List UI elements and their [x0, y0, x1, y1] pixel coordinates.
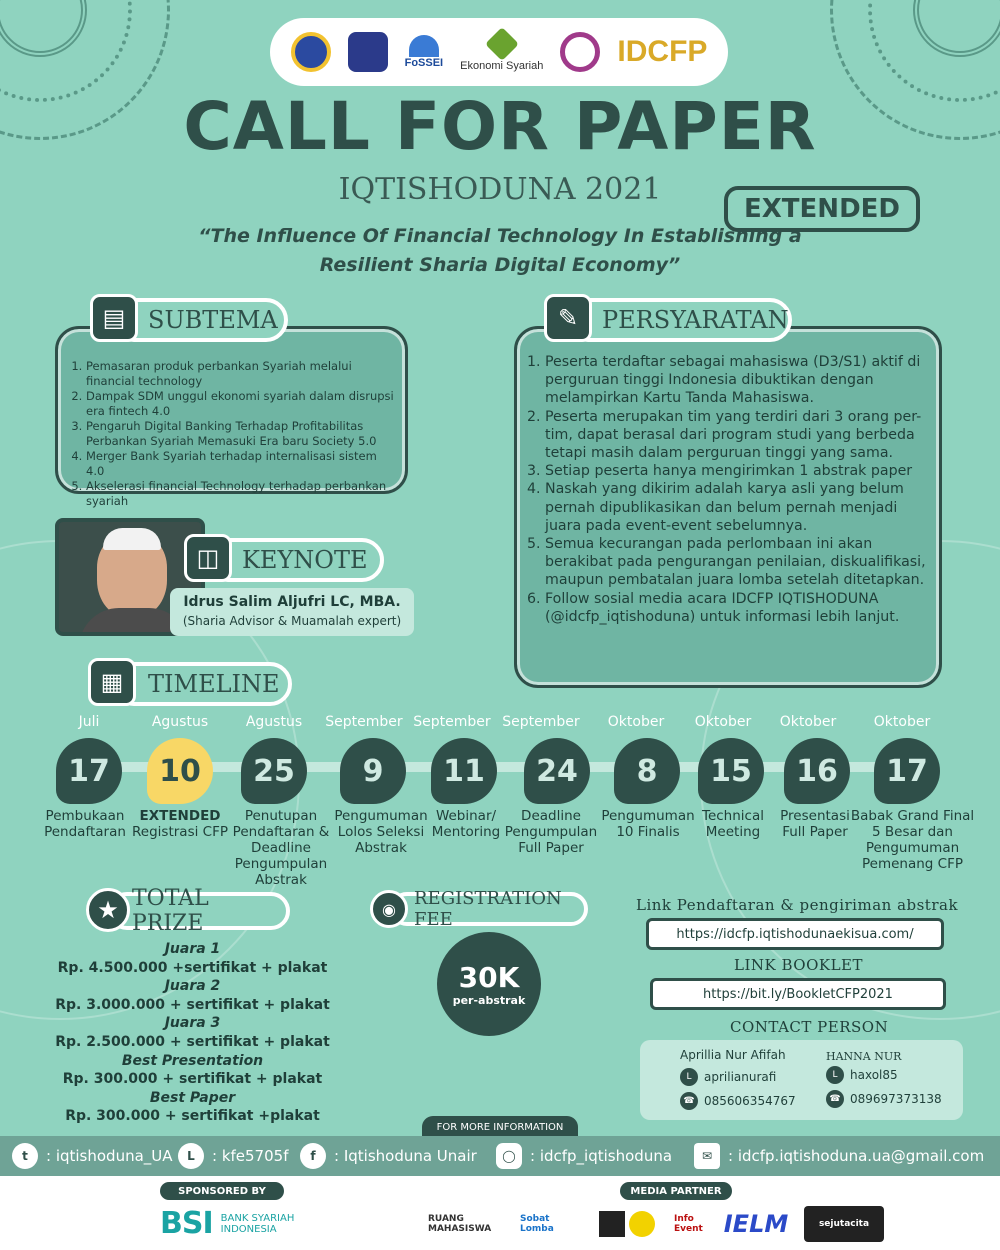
contact-line-id: haxol85: [850, 1068, 898, 1082]
fossei-logo: FoSSEI: [405, 35, 444, 69]
contact-line[interactable]: [680, 1068, 776, 1086]
contact-name: Aprillia Nur Afifah: [680, 1048, 786, 1062]
university-logo: [291, 32, 331, 72]
bsi-name: BANK SYARIAH INDONESIA: [220, 1212, 295, 1235]
timeline-event-label-text: Registrasi CFP: [132, 824, 228, 840]
prize-title: Juara 1: [164, 941, 221, 957]
sponsor-footer: [0, 1176, 1000, 1250]
contact-phone[interactable]: [680, 1092, 796, 1110]
timeline-date: 24: [524, 738, 590, 804]
line-icon: L: [680, 1068, 698, 1086]
keynote-speaker-role: (Sharia Advisor & Muamalah expert): [182, 614, 402, 628]
social-bar: [0, 1136, 1000, 1176]
info-event-logo: Info Event: [674, 1214, 703, 1234]
list-item: 6. Follow sosial media acara IDCFP IQTISHODUNA (@idcfp_iqtishoduna) untuk informasi lebih lanjut.: [545, 590, 931, 626]
timeline-month: Juli: [78, 714, 100, 730]
line-icon: L: [178, 1143, 204, 1169]
sejutacita-logo: [804, 1206, 884, 1242]
contact-phone-number: 085606354767: [704, 1094, 796, 1108]
timeline-event-label: Webinar/ Mentoring: [431, 808, 501, 840]
partner-logo: [582, 1206, 672, 1242]
timeline-date: 17: [874, 738, 940, 804]
sponsored-by-label: SPONSORED BY: [160, 1182, 284, 1200]
timeline-date: 17: [56, 738, 122, 804]
line-link[interactable]: [178, 1143, 288, 1169]
timeline-event-label: Pengumuman Lolos Seleksi Abstrak: [334, 808, 428, 856]
persyaratan-heading-label: PERSYARATAN: [602, 306, 789, 334]
keynote-heading-label: KEYNOTE: [242, 546, 368, 574]
clipboard-icon: ▤: [90, 294, 138, 342]
timeline-event-label: Technical Meeting: [702, 808, 764, 840]
timeline-month: Oktober: [779, 714, 837, 730]
timeline-heading: [112, 662, 292, 706]
media-partner-label: MEDIA PARTNER: [620, 1182, 732, 1200]
timeline-event-label: Penutupan Pendaftaran & Deadline Pengumpulan Abstrak: [232, 808, 330, 888]
timeline-heading-label: TIMELINE: [148, 670, 280, 698]
trophy-icon: ★: [86, 888, 130, 932]
twitter-link[interactable]: [12, 1143, 173, 1169]
prize-title: Juara 3: [164, 1015, 221, 1032]
timeline-date: 8: [614, 738, 680, 804]
fee-heading-label: REGISTRATION FEE: [414, 888, 562, 930]
keynote-heading: [206, 538, 384, 582]
timeline-month: Oktober: [873, 714, 931, 730]
timeline-date: 9: [340, 738, 406, 804]
fee-heading: [390, 888, 588, 930]
timeline-event-label: Pembukaan Pendaftaran: [44, 808, 126, 840]
keynote-speaker-card: [170, 588, 414, 636]
organization-logo: [348, 32, 388, 72]
line-handle: : kfe5705f: [212, 1147, 289, 1165]
list-item: 3. Pengaruh Digital Banking Terhadap Profitabilitas Perbankan Syariah Memasuki Era baru Society 5.0: [86, 419, 395, 449]
timeline-event-label: [125, 808, 235, 840]
fee-unit: per-abstrak: [452, 994, 526, 1007]
subtema-list: [64, 359, 395, 509]
ekonomi-syariah-logo: Ekonomi Syariah: [460, 32, 543, 72]
idcfp-logo: IDCFP: [617, 35, 708, 68]
register-link[interactable]: https://idcfp.iqtishodunaekisua.com/: [646, 918, 944, 950]
timeline-event-label: Presentasi Full Paper: [780, 808, 850, 840]
facebook-icon: f: [300, 1143, 326, 1169]
calendar-icon: ▦: [88, 658, 136, 706]
timeline-month: Oktober: [607, 714, 665, 730]
timeline-month: Agustus: [151, 714, 209, 730]
subtema-panel: [55, 326, 408, 508]
list-item: 4. Naskah yang dikirim adalah karya asli yang belum pernah dipublikasikan dan belum pernah menjadi juara pada event-event sebelumnya.: [545, 480, 931, 535]
contact-phone[interactable]: [826, 1090, 942, 1108]
timeline-date-highlight: 10: [147, 738, 213, 804]
instagram-handle: : idcfp_iqtishoduna: [530, 1147, 673, 1165]
list-item: 3. Setiap peserta hanya mengirimkan 1 abstrak paper: [545, 462, 931, 480]
booklet-link[interactable]: https://bit.ly/BookletCFP2021: [650, 978, 946, 1010]
prize-heading-label: TOTAL PRIZE: [132, 886, 209, 936]
timeline-month: September: [325, 714, 403, 730]
timeline-event-label: Deadline Pengumpulan Full Paper: [504, 808, 598, 856]
timeline-month: Agustus: [245, 714, 303, 730]
ruang-mahasiswa-logo: RUANG MAHASISWA: [428, 1214, 492, 1234]
subtema-heading: [112, 298, 288, 342]
prize-amount: Rp. 3.000.000 + sertifikat + plakat: [55, 996, 330, 1013]
timeline-date: 11: [431, 738, 497, 804]
persyaratan-heading: [566, 298, 792, 342]
presentation-icon: ◫: [184, 534, 232, 582]
list-item: 2. Peserta merupakan tim yang terdiri dari 3 orang per-tim, dapat berasal dari program studi yang berbeda tetapi masih dalam perguruan tinggi yang sama.: [545, 408, 931, 463]
list-item: 5. Semua kecurangan pada perlombaan ini akan berakibat pada pengurangan penilaian, diskualifikasi, maupun pembatalan juara lomba setelah ditetapkan.: [545, 535, 931, 590]
subtema-heading-label: SUBTEMA: [148, 306, 278, 334]
timeline-event-extended: EXTENDED: [139, 808, 221, 824]
twitter-handle: : iqtishoduna_UA: [46, 1147, 173, 1165]
facebook-link[interactable]: [300, 1143, 477, 1169]
event-subtitle: IQTISHODUNA 2021: [338, 172, 662, 207]
instagram-icon: ◯: [496, 1143, 522, 1169]
facebook-handle: : Iqtishoduna Unair: [334, 1147, 477, 1165]
prize-amount: Rp. 4.500.000 +sertifikat + plakat: [57, 959, 328, 976]
whatsapp-icon: ☎: [826, 1090, 844, 1108]
line-icon: L: [826, 1066, 844, 1084]
bsi-mark: BSI: [160, 1206, 213, 1241]
money-icon: ◉: [370, 890, 408, 928]
persyaratan-list: [523, 353, 931, 626]
prize-list: [55, 940, 330, 1126]
mail-icon: ✉: [694, 1143, 720, 1169]
list-item: 2. Dampak SDM unggul ekonomi syariah dalam disrupsi era fintech 4.0: [86, 389, 395, 419]
prize-title: Best Presentation: [121, 1052, 264, 1069]
instagram-link[interactable]: [496, 1143, 672, 1169]
logo-bar: [270, 18, 728, 86]
twitter-icon: t: [12, 1143, 38, 1169]
fee-badge: [437, 932, 541, 1036]
prize-amount: Rp. 2.500.000 + sertifikat + plakat: [55, 1033, 330, 1050]
contact-heading: CONTACT PERSON: [730, 1018, 889, 1036]
timeline-event-label: Pengumuman 10 Finalis: [601, 808, 695, 840]
timeline-month: September: [413, 714, 491, 730]
timeline-month: September: [502, 714, 580, 730]
timeline-months: [0, 714, 1000, 734]
prize-amount: Rp. 300.000 + sertifikat + plakat: [62, 1071, 323, 1088]
extended-badge: EXTENDED: [724, 186, 920, 232]
sobat-lomba-logo: Sobat Lomba: [520, 1214, 554, 1234]
prize-heading: [108, 886, 290, 936]
contact-line[interactable]: [826, 1066, 898, 1084]
timeline-month: Oktober: [694, 714, 752, 730]
booklet-link-heading: LINK BOOKLET: [734, 956, 864, 974]
prize-amount: Rp. 300.000 + sertifikat +plakat: [65, 1108, 320, 1125]
list-item: 5. Akselerasi financial Technology terhadap perbankan syariah: [86, 479, 395, 509]
sejutacita-name: sejutacita: [818, 1219, 870, 1229]
ielm-logo: IELM: [723, 1210, 789, 1238]
whatsapp-icon: ☎: [680, 1092, 698, 1110]
fee-amount: 30K: [458, 961, 520, 994]
page-title: CALL FOR PAPER: [183, 88, 817, 165]
contact-card: [640, 1040, 963, 1120]
contact-phone-number: 089697373138: [850, 1092, 942, 1106]
contact-line-id: aprilianurafi: [704, 1070, 777, 1084]
list-item: 1. Peserta terdaftar sebagai mahasiswa (D3/S1) aktif di perguruan tinggi Indonesia dibuktikan dengan melampirkan Kartu Tanda Mahasiswa.: [545, 353, 931, 408]
prize-title: Best Paper: [149, 1089, 236, 1106]
timeline-date: 25: [241, 738, 307, 804]
timeline-event-label: Babak Grand Final 5 Besar dan Pengumuman Pemenang CFP: [850, 808, 975, 872]
persyaratan-panel: [514, 326, 942, 688]
prize-title: Juara 2: [164, 978, 221, 995]
keynote-speaker-name: Idrus Salim Aljufri LC, MBA.: [183, 594, 401, 610]
checklist-icon: ✎: [544, 294, 592, 342]
event-theme: “The Influence Of Financial Technology In Establishing a Resilient Sharia Digital Economy”: [198, 225, 802, 276]
contact-name: HANNA NUR: [826, 1050, 902, 1063]
list-item: 1. Pemasaran produk perbankan Syariah melalui financial technology: [86, 359, 395, 389]
more-info-label: FOR MORE INFORMATION: [422, 1116, 578, 1138]
kfe-logo: [560, 32, 600, 72]
timeline-date: 15: [698, 738, 764, 804]
email-address: : idcfp.iqtishoduna.ua@gmail.com: [728, 1147, 985, 1165]
register-link-heading: Link Pendaftaran & pengiriman abstrak: [636, 896, 959, 914]
bsi-logo: [160, 1206, 307, 1241]
list-item: 4. Merger Bank Syariah terhadap internalisasi sistem 4.0: [86, 449, 395, 479]
timeline-date: 16: [784, 738, 850, 804]
email-link[interactable]: [694, 1143, 984, 1169]
